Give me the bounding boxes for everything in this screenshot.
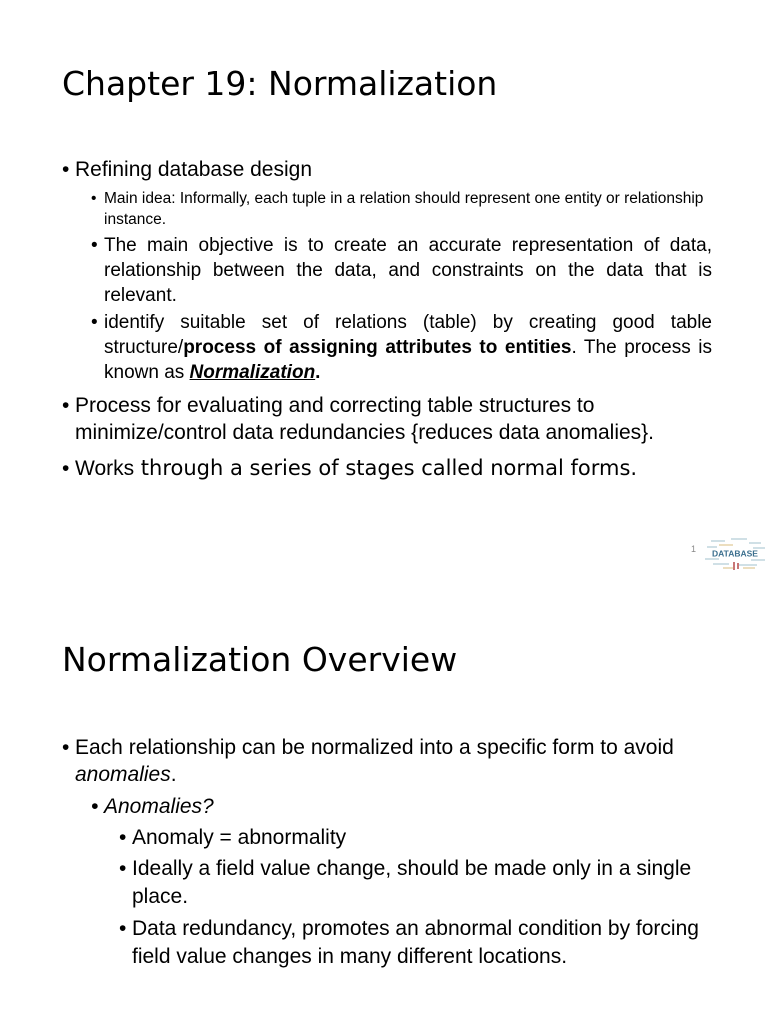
period: . bbox=[170, 763, 177, 786]
assigning-attributes-bold: process of assigning attributes to entities bbox=[183, 337, 572, 358]
slide-2 bbox=[0, 576, 768, 1024]
slide-2-bullets bbox=[62, 734, 712, 971]
bullet-main-idea: • Main idea: Informally, each tuple in a relation should represent one entity or relationship instance. bbox=[91, 188, 712, 230]
works-text: Works bbox=[75, 457, 135, 480]
slide-1-bullets bbox=[62, 156, 712, 482]
bullet-anomaly-definition: • Anomaly = abnormality bbox=[119, 824, 712, 852]
anomalies-em: anomalies bbox=[75, 763, 171, 786]
page-number: 1 bbox=[691, 544, 697, 554]
bullet-identify-relations bbox=[91, 310, 712, 385]
slide-1-title: Chapter 19: Normalization bbox=[62, 64, 498, 103]
bullet-anomalies-question: • Anomalies? bbox=[91, 793, 712, 820]
identify-text: identify suitable set of relations (table) by creating good table structure/ bbox=[104, 312, 712, 358]
process-known-text: . The process is known as bbox=[104, 337, 712, 383]
bullet-each-relationship bbox=[62, 734, 712, 788]
bullet-data-redundancy: • Data redundancy, promotes an abnormal condition by forcing field value changes in many different locations. bbox=[119, 915, 712, 971]
normalization-term: Normalization bbox=[189, 362, 316, 383]
bullet-works-stages bbox=[62, 455, 712, 482]
bullet-main-objective: • The main objective is to create an accurate representation of data, relationship between the data, and constraints on the data that is relevant. bbox=[91, 233, 712, 308]
each-relationship-text: Each relationship can be normalized into a specific form to avoid bbox=[75, 736, 674, 759]
database-word-cloud-logo bbox=[703, 533, 767, 573]
slide-2-title: Normalization Overview bbox=[62, 640, 458, 679]
period: . bbox=[315, 362, 321, 383]
bullet-refining-design: • Refining database design bbox=[62, 156, 712, 183]
stages-text: through a series of stages called normal forms. bbox=[134, 456, 638, 480]
logo-label: DATABASE bbox=[712, 548, 758, 559]
bullet-process-evaluating: • Process for evaluating and correcting table structures to minimize/control data redundancies {reduces data anomalies}. bbox=[62, 392, 712, 446]
bullet-single-place: • Ideally a field value change, should be made only in a single place. bbox=[119, 855, 712, 911]
